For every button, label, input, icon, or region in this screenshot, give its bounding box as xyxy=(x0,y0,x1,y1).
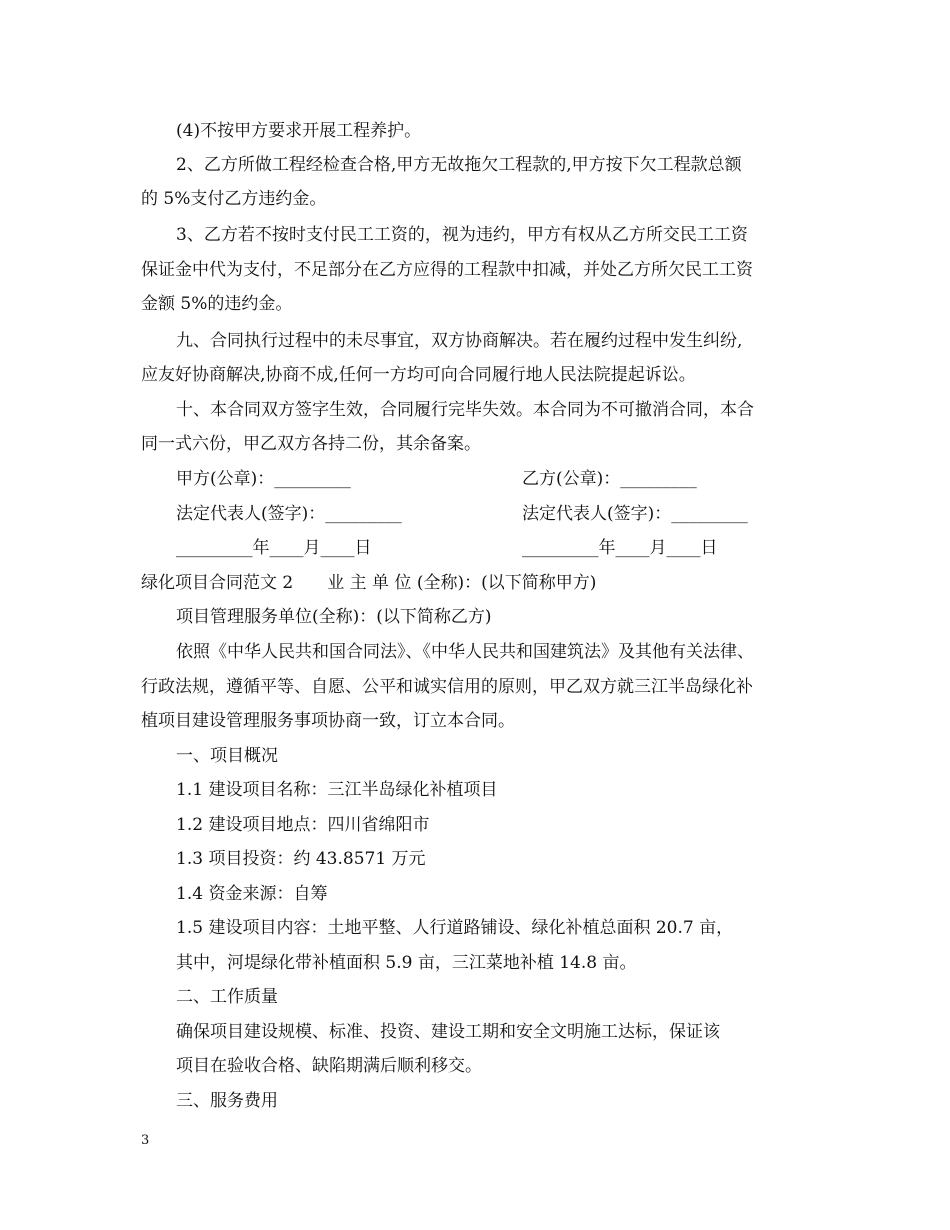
party-b-representative-line: 法定代表人(签字)：_________ xyxy=(522,504,748,524)
party-b-seal-line: 乙方(公章)：_________ xyxy=(522,469,697,489)
text-line: 1.1 建设项目名称：三江半岛绿化补植项目 xyxy=(176,780,498,800)
text-line: 3、乙方若不按时支付民工工资的，视为违约，甲方有权从乙方所交民工工资 xyxy=(176,225,748,245)
party-a-representative-line: 法定代表人(签字)：_________ xyxy=(176,504,402,524)
text-line: 应友好协商解决,协商不成,任何一方均可向合同履行地人民法院提起诉讼。 xyxy=(141,365,696,385)
party-a-date-line: _________年____月____日 xyxy=(176,538,372,558)
text-line: 十、本合同双方签字生效，合同履行完毕失效。本合同为不可撤消合同，本合 xyxy=(176,400,754,420)
text-line: 行政法规，遵循平等、自愿、公平和诚实信用的原则，甲乙双方就三江半岛绿化补 xyxy=(141,677,753,697)
text-line: 其中，河堤绿化带补植面积 5.9 亩，三江菜地补植 14.8 亩。 xyxy=(176,953,637,973)
page-number: 3 xyxy=(141,1133,150,1148)
text-line: 1.3 项目投资：约 43.8571 万元 xyxy=(176,849,426,869)
party-a-seal-line: 甲方(公章)：_________ xyxy=(176,469,351,489)
text-line: 一、项目概况 xyxy=(176,746,278,766)
text-line: (4)不按甲方要求开展工程养护。 xyxy=(176,121,422,141)
text-line: 二、工作质量 xyxy=(176,987,278,1007)
text-line: 三、服务费用 xyxy=(176,1091,278,1111)
text-line: 金额 5%的违约金。 xyxy=(141,294,293,314)
text-line: 1.5 建设项目内容：土地平整、人行道路铺设、绿化补植总面积 20.7 亩， xyxy=(176,918,734,938)
text-line: 确保项目建设规模、标准、投资、建设工期和安全文明施工达标，保证该 xyxy=(176,1022,720,1042)
text-line: 保证金中代为支付，不足部分在乙方应得的工程款中扣减，并处乙方所欠民工工资 xyxy=(141,260,753,280)
text-line: 的 5%支付乙方违约金。 xyxy=(141,189,327,209)
text-line: 依照《中华人民共和国合同法》、《中华人民共和国建筑法》及其他有关法律、 xyxy=(176,642,754,662)
section-heading-line: 绿化项目合同范文 2 业 主 单 位 (全称)：(以下简称甲方) xyxy=(141,573,597,593)
text-line: 1.4 资金来源：自筹 xyxy=(176,884,328,904)
text-line: 九、合同执行过程中的未尽事宜，双方协商解决。若在履约过程中发生纠纷, xyxy=(176,331,743,351)
text-line: 植项目建设管理服务事项协商一致，订立本合同。 xyxy=(141,711,515,731)
party-b-date-line: _________年____月____日 xyxy=(522,538,718,558)
text-line: 项目管理服务单位(全称)：(以下简称乙方) xyxy=(176,607,492,627)
text-line: 1.2 建设项目地点：四川省绵阳市 xyxy=(176,815,430,835)
text-line: 2、乙方所做工程经检查合格,甲方无故拖欠工程款的,甲方按下欠工程款总额 xyxy=(176,155,742,175)
text-line: 同一式六份，甲乙双方各持二份，其余备案。 xyxy=(141,434,481,454)
text-line: 项目在验收合格、缺陷期满后顺利移交。 xyxy=(176,1056,482,1076)
